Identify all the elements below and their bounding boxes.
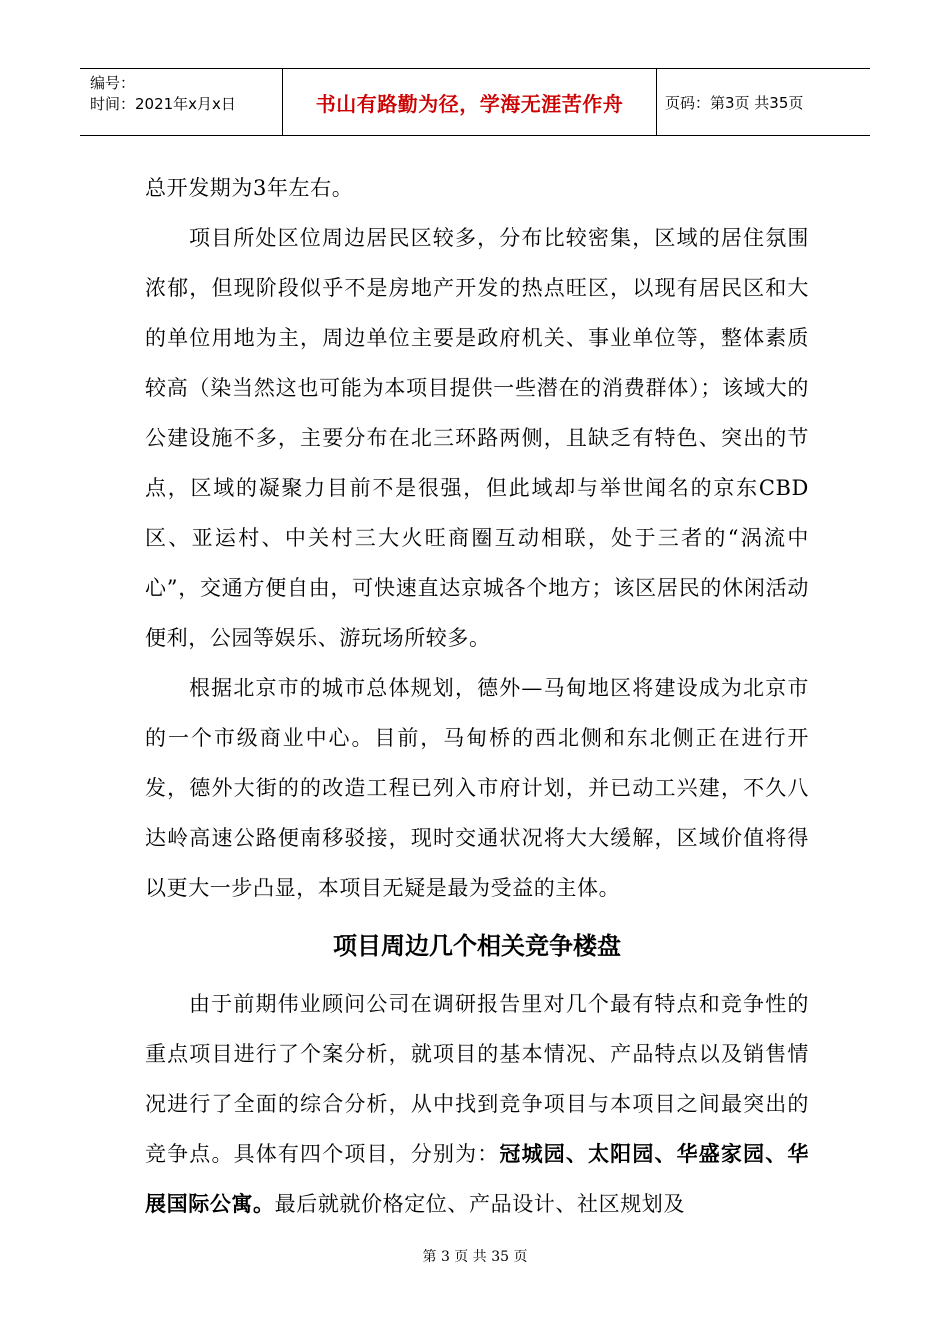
competitor-list: 冠城园、太阳园、华盛家园、华展国际公寓。 xyxy=(145,1141,809,1216)
document-body xyxy=(145,163,809,1229)
paragraph-competition xyxy=(145,979,809,1229)
header-motto: 书山有路勤为径，学海无涯苦作舟 xyxy=(283,69,657,135)
document-number-label: 编号： xyxy=(90,74,136,92)
page-header xyxy=(80,68,870,136)
paragraph-city-planning: 根据北京市的城市总体规划，德外—马甸地区将建设成为北京市的一个市级商业中心。目前，马甸桥的西北侧和东北侧正在进行开发，德外大街的的改造工程已列入市府计划，并已动工兴建，不久八达岭高速公路便南移驳接，现时交通状况将大大缓解，区域价值将得以更大一步凸显，本项目无疑是最为受益的主体。 xyxy=(145,676,809,900)
document-time-label: 时间：2021年x月x日 xyxy=(90,95,236,113)
competition-text-end: 最后就就价格定位、产品设计、社区规划及 xyxy=(274,1192,686,1216)
paragraph-development-period: 总开发期为3年左右。 xyxy=(145,176,354,200)
header-meta xyxy=(80,69,283,135)
section-heading: 项目周边几个相关竞争楼盘 xyxy=(333,932,621,960)
competition-text-start: 由于前期伟业顾问公司在调研报告里对几个最有特点和竞争性的重点项目进行了个案分析，就项目的基本情况、产品特点以及销售情况进行了全面的综合分析，从中找到竞争项目与本项目之间最突出的竞争点。具体有四个项目，分别为： xyxy=(145,992,809,1166)
page-footer: 第 3 页 共 35 页 xyxy=(422,1249,528,1265)
paragraph-location-analysis: 项目所处区位周边居民区较多，分布比较密集，区域的居住氛围浓郁，但现阶段似乎不是房地产开发的热点旺区，以现有居民区和大的单位用地为主，周边单位主要是政府机关、事业单位等，整体素质较高（染当然这也可能为本项目提供一些潜在的消费群体）；该域大的公建设施不多，主要分布在北三环路两侧，且缺乏有特色、突出的节点，区域的凝聚力目前不是很强，但此域却与举世闻名的京东CBD区、亚运村、中关村三大火旺商圈互动相联，处于三者的“涡流中心”，交通方便自由，可快速直达京城各个地方；该区居民的休闲活动便利，公园等娱乐、游玩场所较多。 xyxy=(145,226,809,650)
header-page-info: 页码：第3页 共35页 xyxy=(665,93,804,112)
